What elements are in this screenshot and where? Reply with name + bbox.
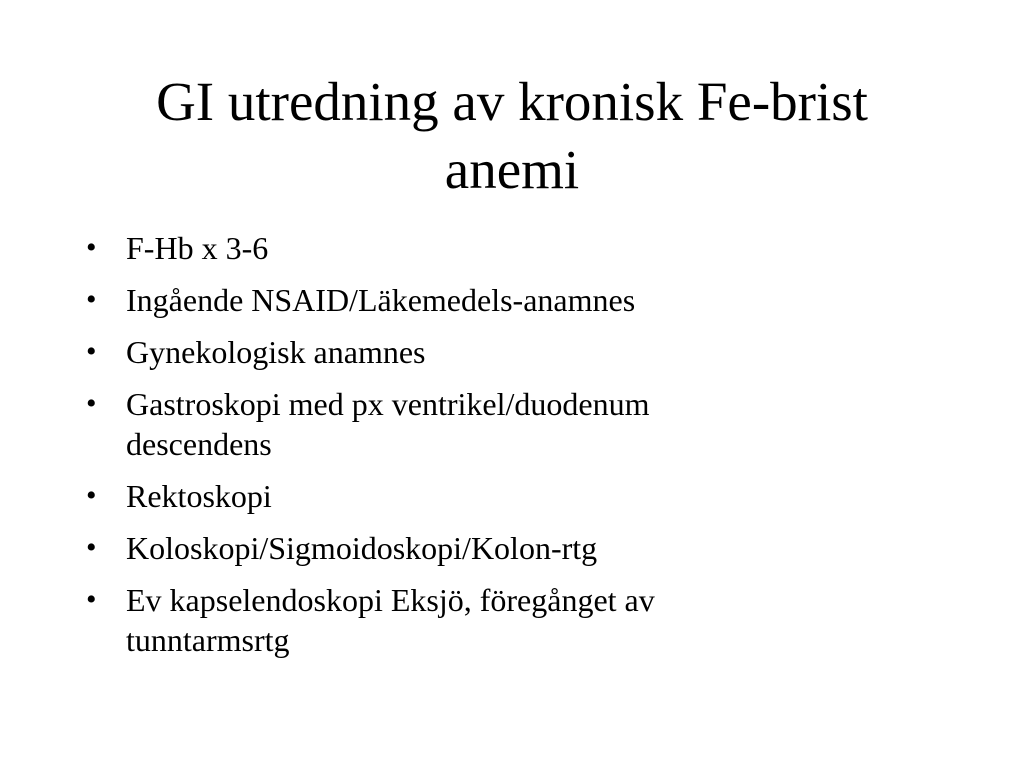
bullet-marker: • — [86, 387, 97, 420]
bullet-item — [80, 280, 960, 320]
bullet-text-line-1: Ev kapselendoskopi Eksjö, föregånget av — [126, 582, 655, 618]
bullet-item — [80, 528, 960, 568]
bullet-text-line-1: Gastroskopi med px ventrikel/duodenum — [126, 386, 650, 422]
bullet-list — [80, 228, 960, 672]
slide-title-line-1: GI utredning av kronisk Fe-brist — [156, 71, 868, 132]
bullet-marker: • — [86, 531, 97, 564]
bullet-text-line-2: tunntarmsrtg — [126, 622, 290, 658]
bullet-marker: • — [86, 283, 97, 316]
bullet-marker: • — [86, 479, 97, 512]
bullet-item — [80, 580, 960, 660]
bullet-text: Rektoskopi — [126, 478, 272, 514]
bullet-text-line-2: descendens — [126, 426, 272, 462]
bullet-item — [80, 332, 960, 372]
bullet-item — [80, 384, 960, 464]
slide-title-line-2: anemi — [444, 139, 580, 200]
bullet-text: Ingående NSAID/Läkemedels-anamnes — [126, 282, 636, 318]
bullet-marker: • — [86, 583, 97, 616]
bullet-marker: • — [86, 231, 97, 264]
bullet-item — [80, 228, 960, 268]
bullet-text: F-Hb x 3-6 — [126, 230, 269, 266]
bullet-text: Koloskopi/Sigmoidoskopi/Kolon-rtg — [126, 530, 598, 566]
bullet-text: Gynekologisk anamnes — [126, 334, 426, 370]
slide-title — [60, 68, 964, 204]
bullet-marker: • — [86, 335, 97, 368]
bullet-item — [80, 476, 960, 516]
